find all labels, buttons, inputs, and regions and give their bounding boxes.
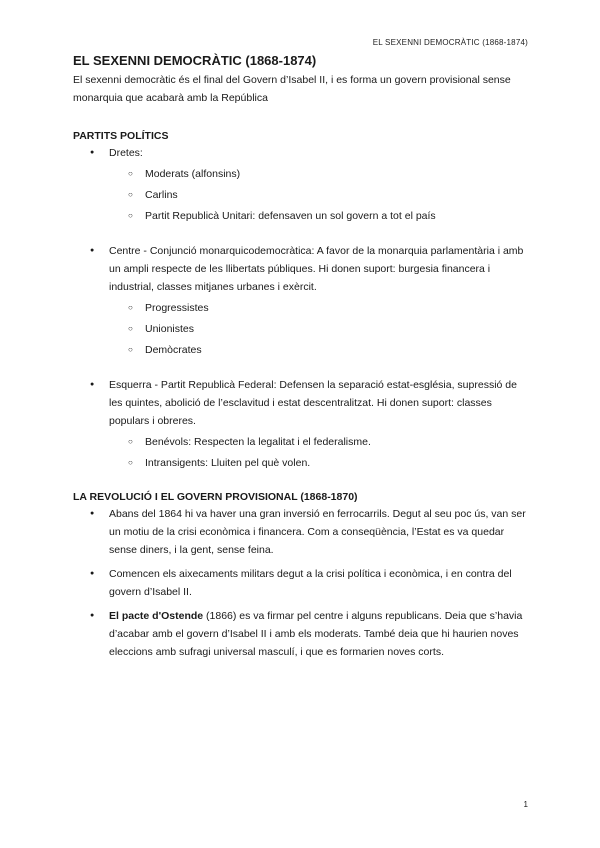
list-item: ● Abans del 1864 hi va haver una gran inversió en ferrocarrils. Degut al seu poc ús, van ser un motiu de la crisi econòmica i financera. Com a conseqüència, l’Estat es va quedar sense diners, i la gent, sense feina. xyxy=(73,505,533,559)
sublist-item: ○ Moderats (alfonsins) xyxy=(109,165,533,183)
sublist-item: ○ Intransigents: Lluiten pel què volen. xyxy=(109,454,533,472)
running-header: EL SEXENNI DEMOCRÀTIC (1868-1874) xyxy=(372,38,528,47)
partits-list xyxy=(73,144,533,472)
sublist-item: ○ Unionistes xyxy=(109,320,533,338)
list-item-pacte-ostende xyxy=(73,607,533,661)
centre-text: Centre - Conjunció monarquicodemocràtica: A favor de la monarquia parlamentària i amb un ampli respecte de les llibertats públiques. Hi donen suport: burgesia financera i industrial, classes mitjanes urbanes i exèrcit. xyxy=(109,245,524,293)
sublist-item: ○ Benévols: Respecten la legalitat i el federalisme. xyxy=(109,433,533,451)
esquerra-text: Esquerra - Partit Republicà Federal: Defensen la separació estat-església, supressió de les quintes, abolició de l’esclavitud i estat descentralitzat. Hi donen suport: classes populars i obreres. xyxy=(109,379,517,427)
dretes-text: Dretes: xyxy=(109,147,143,159)
sublist-item: ○ Carlins xyxy=(109,186,533,204)
page-number: 1 xyxy=(523,800,528,809)
dretes-sublist xyxy=(109,165,533,225)
pacte-ostende-text: (1866) es va firmar pel centre i alguns republicans. Deia que s’havia d’acabar amb el govern d’Isabel II i amb els moderats. També deia que hi haurien noves eleccions amb sufragi universal masculí, i que es formarien noves corts. xyxy=(109,610,523,658)
section-heading-revolucio: LA REVOLUCIÓ I EL GOVERN PROVISIONAL (1868-1870) xyxy=(73,491,358,503)
sublist-item: ○ Demòcrates xyxy=(109,341,533,359)
document-body xyxy=(73,52,533,661)
list-item-centre xyxy=(73,242,533,359)
pacte-ostende-label: El pacte d'Ostende xyxy=(109,610,204,622)
centre-sublist xyxy=(109,299,533,359)
sublist-item: ○ Progressistes xyxy=(109,299,533,317)
list-item: ● Comencen els aixecaments militars degut a la crisi política i econòmica, i en contra del govern d’Isabel II. xyxy=(73,565,533,601)
revolucio-list xyxy=(73,505,533,661)
sublist-item: ○ Partit Republicà Unitari: defensaven un sol govern a tot el país xyxy=(109,207,533,225)
list-item-esquerra xyxy=(73,376,533,472)
intro-paragraph: El sexenni democràtic és el final del Govern d’Isabel II, i es forma un govern provisional sense monarquia que acabarà amb la República xyxy=(73,74,511,104)
list-item-dretes xyxy=(73,144,533,225)
section-heading-partits: PARTITS POLÍTICS xyxy=(73,130,169,142)
esquerra-sublist xyxy=(109,433,533,472)
document-title: EL SEXENNI DEMOCRÀTIC (1868-1874) xyxy=(73,53,317,68)
